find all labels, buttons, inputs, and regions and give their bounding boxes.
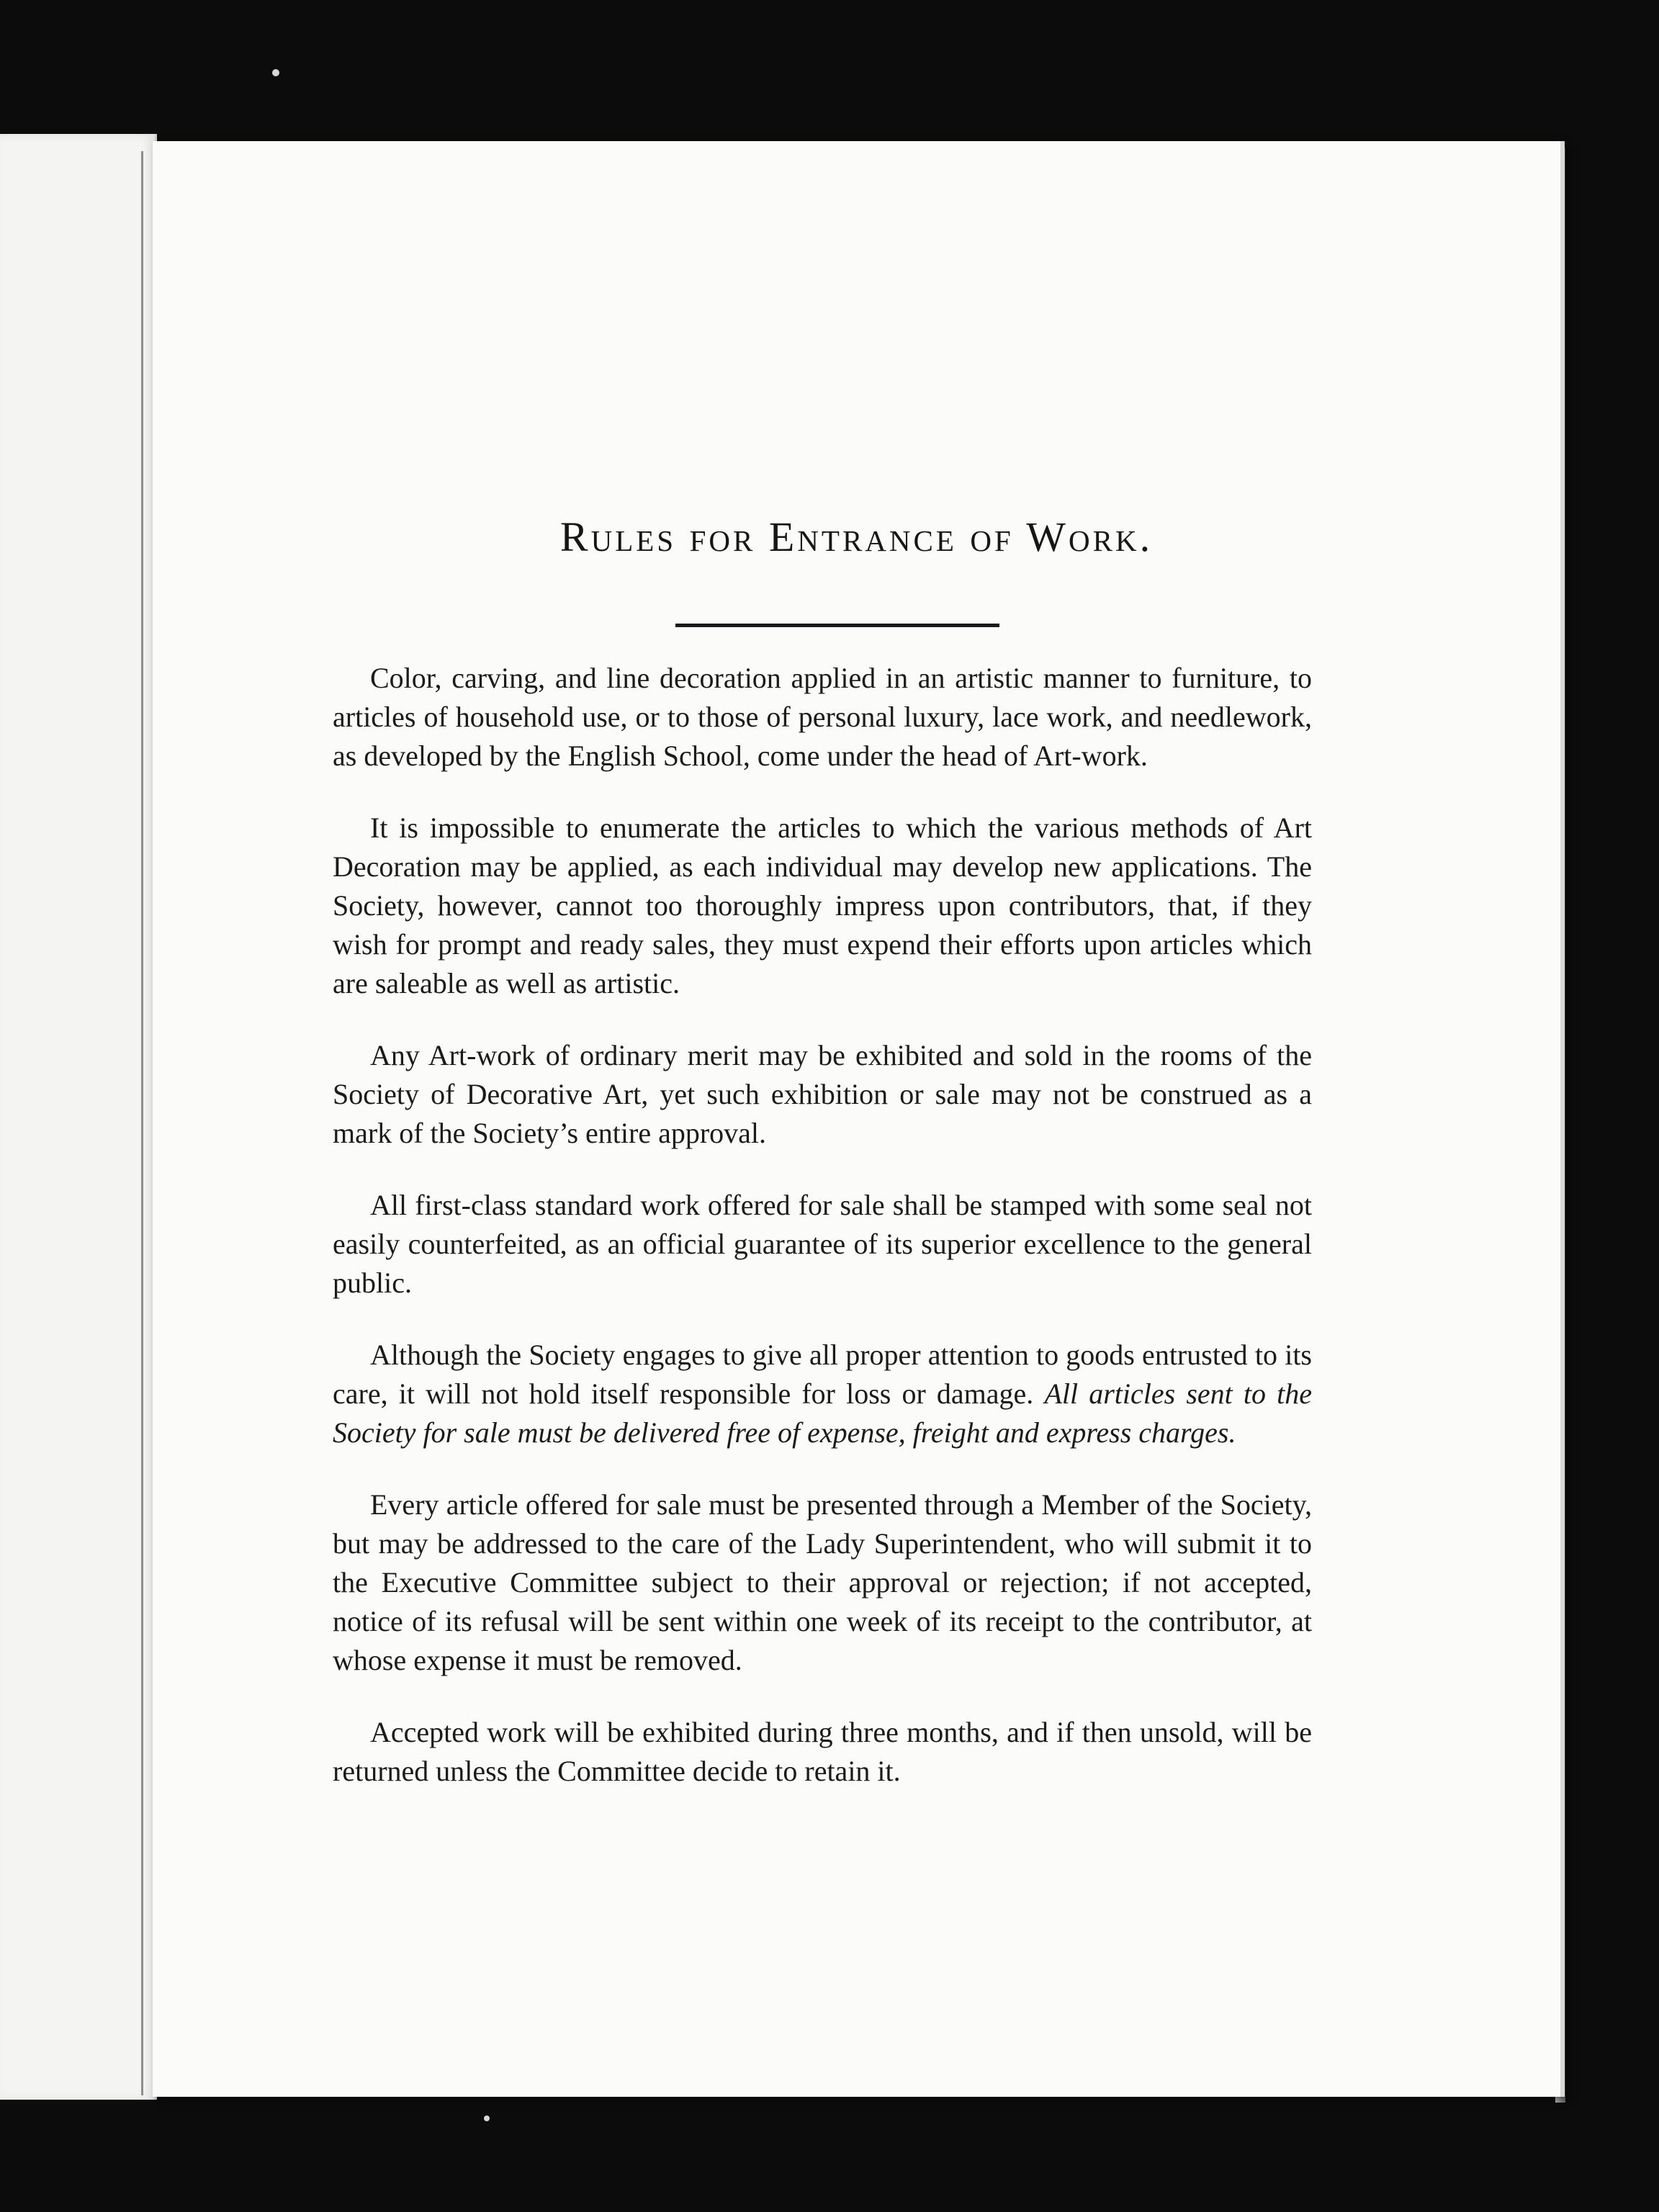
paragraph-text: Accepted work will be exhibited during three months, and if then unsold, will be returned unless the Committee decide to retain it. — [333, 1716, 1312, 1787]
paragraph-text: Color, carving, and line decoration applied in an artistic manner to furniture, to articles of household use, or to those of personal luxury, lace work, and needlework, as developed by the English School, come under the head of Art-work. — [333, 662, 1312, 772]
paragraph-text: Every article offered for sale must be presented through a Member of the Society, but may be addressed to the care of the Lady Superintendent, who will submit it to the Executive Committee subject to their approval or rejection; if not accepted, notice of its refusal will be sent within one week of its receipt to the contributor, at whose expense it must be removed. — [333, 1488, 1312, 1676]
page-title: Rules for Entrance of Work. — [559, 513, 1154, 560]
paragraph-exhibition-period — [333, 1713, 1312, 1791]
facing-page-edge — [0, 134, 157, 2100]
paragraph-art-work-definition — [333, 659, 1312, 775]
dust-speck — [484, 2116, 490, 2121]
paragraph-text: Although the Society engages to give all proper attention to goods entrusted to its care, it will not hold itself responsible for loss or damage. — [333, 1339, 1312, 1410]
dust-speck — [272, 69, 279, 76]
paragraph-saleable-articles — [333, 809, 1312, 1003]
paragraph-exhibition — [333, 1036, 1312, 1153]
title-rule — [675, 624, 999, 627]
book-gutter — [141, 151, 143, 2095]
paragraph-italic-text: All articles sent to the Society for sale must be delivered free of expense, freight and express charges. — [333, 1377, 1313, 1449]
paragraph-responsibility — [333, 1336, 1312, 1452]
paragraph-text: All first-class standard work offered for sale shall be stamped with some seal not easily counterfeited, as an official guarantee of its superior excellence to the general public. — [333, 1189, 1312, 1299]
paragraph-text: It is impossible to enumerate the articles to which the various methods of Art Decoration may be applied, as each individual may develop new applications. The Society, however, cannot too thoroughly impress upon contributors, that, if they wish for prompt and ready sales, they must expend their efforts upon articles which are saleable as well as artistic. — [333, 811, 1312, 999]
paragraph-submission — [333, 1485, 1312, 1680]
paragraph-text: Any Art-work of ordinary merit may be exhibited and sold in the rooms of the Society of Decorative Art, yet such exhibition or sale may not be construed as a mark of the Society’s entire approval. — [333, 1039, 1312, 1149]
rules-text — [333, 659, 1312, 1824]
paragraph-seal — [333, 1186, 1312, 1303]
